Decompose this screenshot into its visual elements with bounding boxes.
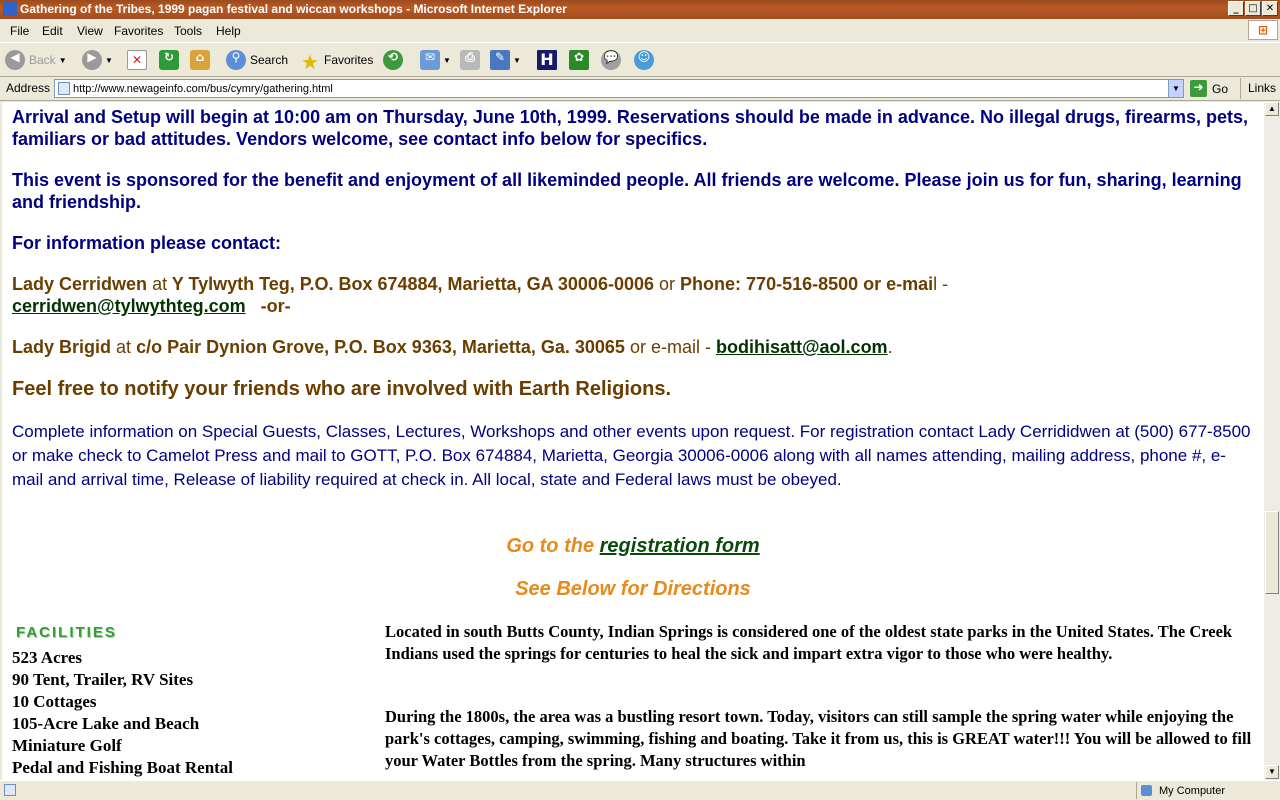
contact1-paragraph xyxy=(12,273,1252,317)
go-button[interactable] xyxy=(1190,80,1228,97)
notify-paragraph: Feel free to notify your friends who are involved with Earth Religions. xyxy=(12,378,671,400)
chevron-down-icon[interactable]: ▼ xyxy=(105,55,113,65)
stop-icon: ✕ xyxy=(127,50,147,70)
discuss-button[interactable] xyxy=(601,49,621,71)
home-icon: ⌂ xyxy=(190,50,210,70)
messenger-button[interactable] xyxy=(634,49,654,71)
chevron-down-icon[interactable]: ▼ xyxy=(1168,80,1183,97)
menu-view[interactable]: View xyxy=(77,24,103,38)
contact1-at: at xyxy=(152,274,168,294)
go-label: Go xyxy=(1212,81,1229,96)
contact1-name: Lady Cerridwen xyxy=(12,274,148,294)
contact2-address: c/o Pair Dynion Grove, P.O. Box 9363, Marietta, Ga. 30065 xyxy=(136,337,625,357)
forward-button[interactable] xyxy=(82,49,113,71)
h-button[interactable] xyxy=(537,49,557,71)
chevron-down-icon[interactable]: ▼ xyxy=(443,55,451,65)
window-title: Gathering of the Tribes, 1999 pagan festival and wiccan workshops - Microsoft Internet Explorer xyxy=(20,2,567,16)
vertical-scrollbar[interactable] xyxy=(1264,101,1280,780)
list-item: 523 Acres xyxy=(12,648,83,667)
h-icon: H xyxy=(537,50,557,70)
go-arrow-icon: ➜ xyxy=(1190,80,1207,97)
back-label: Back xyxy=(29,53,56,67)
links-button[interactable]: Links xyxy=(1240,78,1276,99)
speech-bubble-icon: 💬 xyxy=(601,50,621,70)
contact1-phone: Phone: 770-516-8500 or e-mai xyxy=(680,274,934,294)
menu-bar xyxy=(0,19,1280,41)
menu-edit[interactable]: Edit xyxy=(42,24,63,38)
back-arrow-icon: ◀ xyxy=(5,50,25,70)
page-status-icon xyxy=(4,784,16,796)
history-icon: ⟲ xyxy=(383,50,403,70)
windows-logo-icon: ⊞ xyxy=(1248,20,1278,40)
search-icon: ⚲ xyxy=(226,50,246,70)
zone-label: My Computer xyxy=(1159,785,1226,797)
registration-prefix: Go to the xyxy=(506,535,595,557)
url-input[interactable] xyxy=(73,81,1163,96)
address-label: Address xyxy=(6,81,51,95)
star-icon: ★ xyxy=(301,50,319,74)
address-field[interactable] xyxy=(54,79,1184,98)
contact1-suffix: -or- xyxy=(260,296,291,316)
messenger-people-icon: ☺ xyxy=(634,50,654,70)
contact2-email-prefix: or e-mail - xyxy=(629,337,711,357)
print-icon: ⎙ xyxy=(460,50,480,70)
mail-button[interactable] xyxy=(420,49,451,71)
directions-heading: See Below for Directions xyxy=(515,578,751,600)
flower-icon: ✿ xyxy=(569,50,589,70)
contact2-period: . xyxy=(887,337,893,357)
security-zone xyxy=(1136,782,1280,799)
menu-favorites[interactable]: Favorites xyxy=(114,24,164,38)
scroll-up-arrow-icon[interactable]: ▲ xyxy=(1265,102,1279,116)
list-item: 90 Tent, Trailer, RV Sites xyxy=(12,670,194,689)
scroll-down-arrow-icon[interactable]: ▼ xyxy=(1265,765,1279,779)
menu-file[interactable]: File xyxy=(10,24,30,38)
home-button[interactable] xyxy=(190,49,210,71)
contact2-email-link[interactable]: bodihisatt@aol.com xyxy=(716,337,888,357)
menu-help[interactable]: Help xyxy=(216,24,241,38)
close-button[interactable]: ✕ xyxy=(1262,1,1278,16)
contact2-paragraph xyxy=(12,336,893,358)
history-button[interactable] xyxy=(383,49,403,71)
minimize-button[interactable]: _ xyxy=(1228,1,1244,16)
maximize-button[interactable]: □ xyxy=(1245,1,1261,16)
status-bar xyxy=(0,780,1280,800)
list-item: 105-Acre Lake and Beach xyxy=(12,714,200,733)
ie-logo-icon xyxy=(3,2,17,16)
icq-button[interactable] xyxy=(569,49,589,71)
stop-button[interactable] xyxy=(127,49,147,71)
contact1-email-prefix: l - xyxy=(933,274,949,294)
menu-tools[interactable]: Tools xyxy=(174,24,203,38)
complete-info-paragraph: Complete information on Special Guests, Classes, Lectures, Workshops and other events upon request. For registration contact Lady Cerrididwen at (500) 677-8500 or make check to Camelot Press and mail to GOTT, P.O. Box 674884, Marietta, Georgia 30006-0006 along with all names attending, mailing address, phone #, e-mail and arrival time, Release of liability required at check in. All local, state and Federal laws must be obeyed. xyxy=(12,422,1251,489)
page-content xyxy=(2,102,1264,780)
contact1-or: or xyxy=(659,274,676,294)
title-bar xyxy=(0,0,1280,19)
list-item: Miniature Golf xyxy=(12,736,122,755)
contact2-name: Lady Brigid xyxy=(12,337,112,357)
print-button[interactable] xyxy=(460,49,480,71)
contact1-email-link[interactable]: cerridwen@tylwythteg.com xyxy=(12,296,246,316)
list-item: 10 Cottages xyxy=(12,692,97,711)
computer-icon xyxy=(1141,785,1152,796)
forward-arrow-icon: ▶ xyxy=(82,50,102,70)
edit-button[interactable] xyxy=(490,49,521,71)
search-label: Search xyxy=(250,53,289,67)
location-paragraph-2: During the 1800s, the area was a bustling resort town. Today, visitors can still sample the spring water while enjoying the park's cottages, camping, swimming, fishing and boating. Take it from us, this is GREAT water!!! You will be allowed to fill your Water Bottles from the spring. Many structures within xyxy=(385,707,1252,770)
registration-line xyxy=(2,535,1264,558)
back-button[interactable] xyxy=(5,49,67,71)
search-button[interactable] xyxy=(226,49,288,71)
refresh-icon: ↻ xyxy=(159,50,179,70)
facilities-heading: FACILITIES xyxy=(16,624,117,641)
facilities-list xyxy=(12,647,233,779)
chevron-down-icon[interactable]: ▼ xyxy=(58,55,67,65)
registration-form-link[interactable]: registration form xyxy=(599,535,760,557)
list-item: Pedal and Fishing Boat Rental xyxy=(12,758,234,777)
standard-toolbar xyxy=(0,42,1280,77)
scroll-thumb[interactable] xyxy=(1265,511,1279,594)
refresh-button[interactable] xyxy=(159,49,179,71)
favorites-label: Favorites xyxy=(324,53,374,67)
edit-icon: ✎ xyxy=(490,50,510,70)
chevron-down-icon[interactable]: ▼ xyxy=(513,55,521,65)
contact1-address: Y Tylwyth Teg, P.O. Box 674884, Marietta, GA 30006-0006 xyxy=(171,274,654,294)
sponsored-paragraph: This event is sponsored for the benefit and enjoyment of all likeminded people. All friends are welcome. Please join us for fun, sharing, learning and friendship. xyxy=(12,170,1242,212)
contact2-at: at xyxy=(116,337,132,357)
mail-icon: ✉ xyxy=(420,50,440,70)
address-bar xyxy=(0,77,1280,101)
page-icon xyxy=(58,82,70,95)
arrival-paragraph: Arrival and Setup will begin at 10:00 am on Thursday, June 10th, 1999. Reservations should be made in advance. No illegal drugs, firearms, pets, familiars or bad attitudes. Vendors welcome, see contact info below for specifics. xyxy=(12,107,1249,149)
favorites-button[interactable] xyxy=(300,49,374,74)
location-paragraph-1: Located in south Butts County, Indian Springs is considered one of the oldest state parks in the United States. The Creek Indians used the springs for centuries to heal the sick and impart extra vigor to those who were healthy. xyxy=(385,622,1233,663)
info-heading: For information please contact: xyxy=(12,233,282,253)
